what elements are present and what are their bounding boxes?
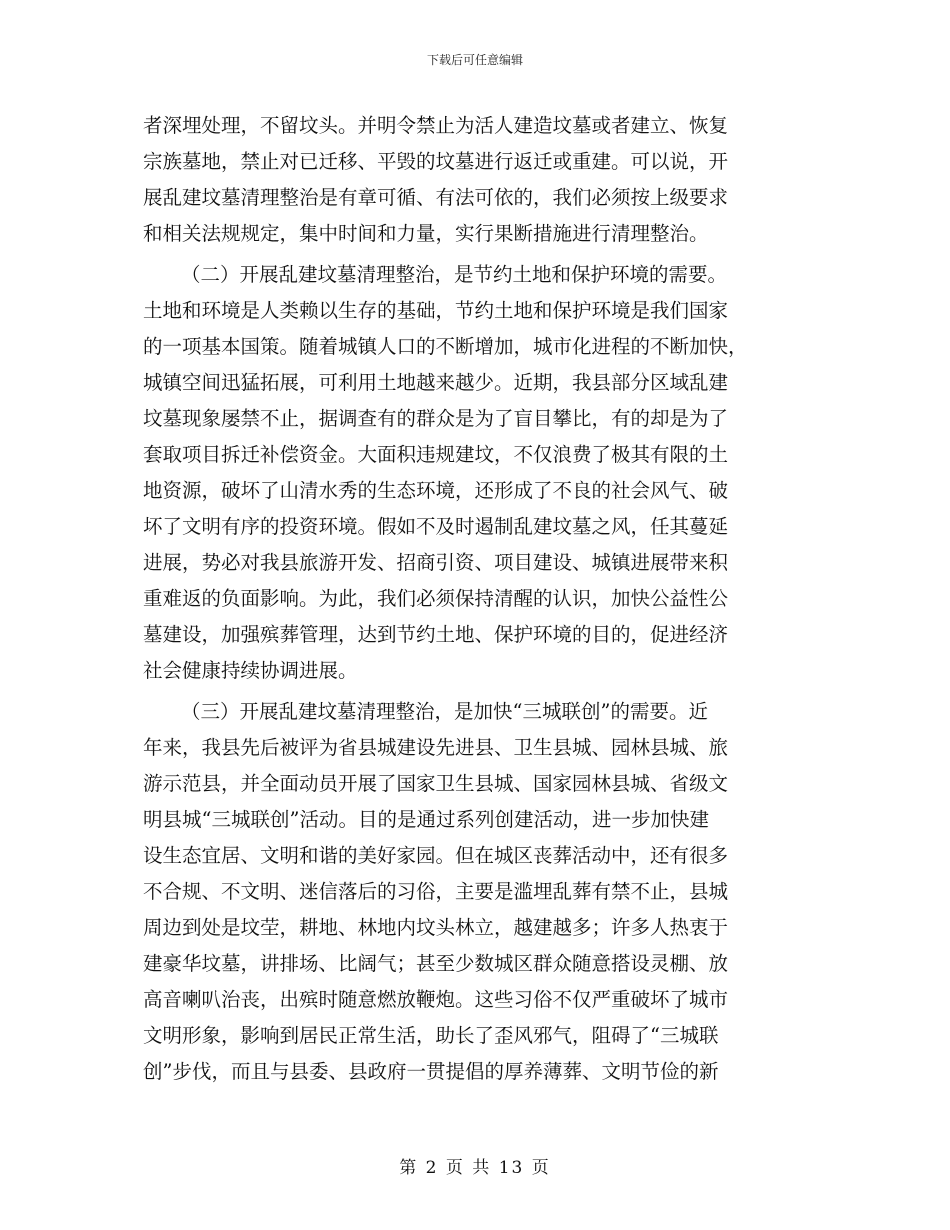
text-line: 坏了文明有序的投资环境。假如不及时遏制乱建坟墓之风，任其蔓延 <box>143 515 729 538</box>
text-line: 套取项目拆迁补偿资金。大面积违规建坟，不仅浪费了极其有限的土 <box>143 443 729 466</box>
page-number: 第 2 页 共 13 页 <box>399 1158 551 1178</box>
text-line: 地资源，破坏了山清水秀的生态环境，还形成了不良的社会风气、破 <box>143 479 729 502</box>
text-line: 和相关法规规定，集中时间和力量，实行果断措施进行清理整治。 <box>143 222 709 245</box>
text-line: （三）开展乱建坟墓清理整治，是加快“三城联创”的需要。近 <box>181 700 708 723</box>
text-line: 社会健康持续协调进展。 <box>143 659 358 682</box>
paragraph-3 <box>143 694 803 1090</box>
text-line: 进展，势必对我县旅游开发、招商引资、项目建设、城镇进展带来积 <box>143 551 729 574</box>
text-line: （二）开展乱建坟墓清理整治，是节约土地和保护环境的需要。 <box>181 263 728 286</box>
text-line: 年来，我县先后被评为省县城建设先进县、卫生县城、园林县城、旅 <box>143 736 729 759</box>
text-line: 明县城“三城联创”活动。目的是通过系列创建活动，进一步加快建 <box>143 808 709 831</box>
text-line: 坟墓现象屡禁不止，据调查有的群众是为了盲目攀比，有的却是为了 <box>143 407 729 430</box>
document-body <box>143 108 803 1090</box>
page-header: 下载后可任意编辑 <box>426 53 523 67</box>
text-line: 设生态宜居、文明和谐的美好家园。但在城区丧葬活动中，还有很多 <box>143 844 729 867</box>
paragraph-2 <box>143 257 803 689</box>
text-line: 文明形象，影响到居民正常生活，助长了歪风邪气，阻碍了“三城联 <box>143 1024 719 1047</box>
text-line: 的一项基本国策。随着城镇人口的不断增加，城市化进程的不断加快， <box>143 335 748 358</box>
text-line: 宗族墓地，禁止对已迁移、平毁的坟墓进行返迁或重建。可以说，开 <box>143 150 729 173</box>
text-line: 不合规、不文明、迷信落后的习俗，主要是滥埋乱葬有禁不止，县城 <box>143 880 729 903</box>
text-line: 游示范县，并全面动员开展了国家卫生县城、国家园林县城、省级文 <box>143 772 729 795</box>
text-line: 周边到处是坟茔，耕地、林地内坟头林立，越建越多；许多人热衷于 <box>143 916 729 939</box>
text-line: 城镇空间迅猛拓展，可利用土地越来越少。近期，我县部分区域乱建 <box>143 371 729 394</box>
text-line: 展乱建坟墓清理整治是有章可循、有法可依的，我们必须按上级要求 <box>143 186 729 209</box>
text-line: 重难返的负面影响。为此，我们必须保持清醒的认识，加快公益性公 <box>143 587 729 610</box>
text-line: 高音喇叭治丧，出殡时随意燃放鞭炮。这些习俗不仅严重破坏了城市 <box>143 988 729 1011</box>
text-line: 墓建设，加强殡葬管理，达到节约土地、保护环境的目的，促进经济 <box>143 623 729 646</box>
paragraph-1 <box>143 108 803 252</box>
text-line: 者深埋处理，不留坟头。并明令禁止为活人建造坟墓或者建立、恢复 <box>143 114 729 137</box>
text-line: 建豪华坟墓，讲排场、比阔气；甚至少数城区群众随意搭设灵棚、放 <box>143 952 729 975</box>
text-line: 创”步伐，而且与县委、县政府一贯提倡的厚养薄葬、文明节俭的新 <box>143 1060 719 1083</box>
text-line: 土地和环境是人类赖以生存的基础，节约土地和保护环境是我们国家 <box>143 299 729 322</box>
